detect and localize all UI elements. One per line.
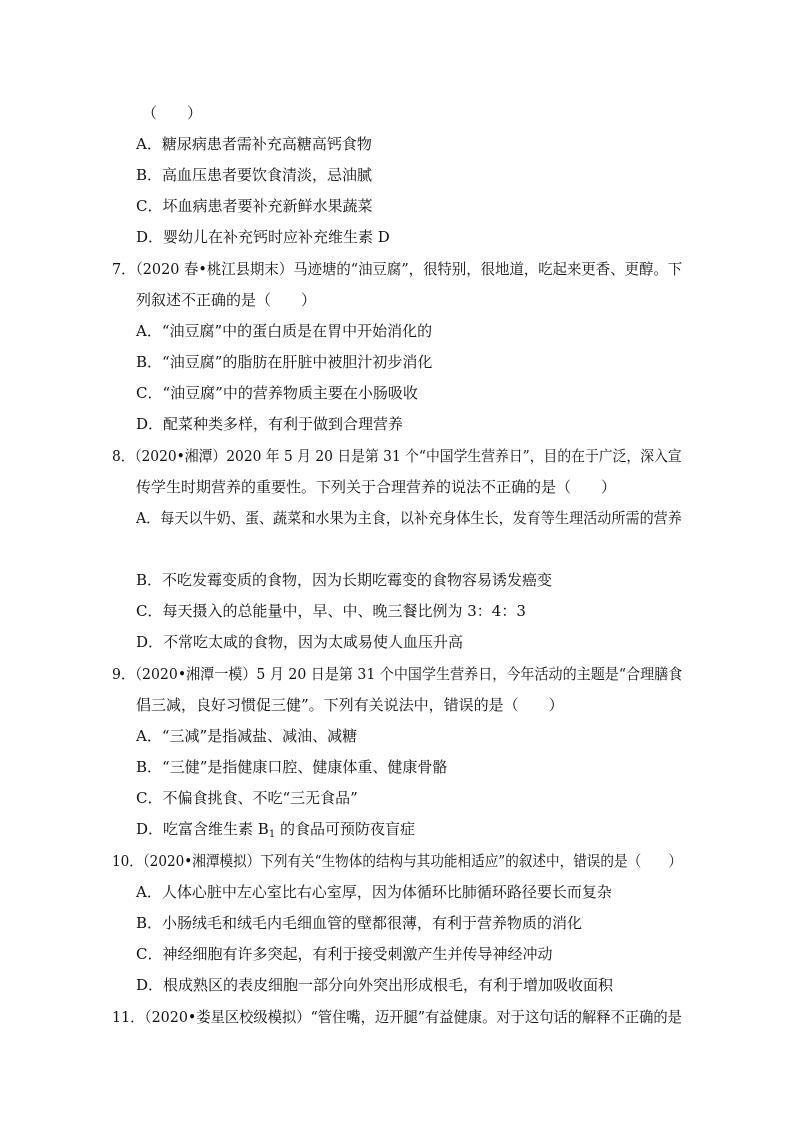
q6-option-a: A．糖尿病患者需补充高糖高钙食物 xyxy=(136,135,372,153)
q8-stem-line2: 传学生时期营养的重要性。下列关于合理营养的说法不正确的是（ ） xyxy=(136,478,617,496)
q8-stem-line1: 8．（2020•湘潭）2020 年 5 月 20 日是第 31 个“中国学生营养日”，目的在于广泛，深入宣 xyxy=(112,447,682,465)
q9-option-c: C．不偏食挑食、不吃“三无食品” xyxy=(136,789,358,807)
q6-option-b: B．高血压患者要饮食清淡，忌油腻 xyxy=(136,166,373,184)
q11-stem-line1: 11．（2020•娄星区校级模拟）“管住嘴，迈开腿”有益健康。对于这句话的解释不正确的是 xyxy=(112,1008,682,1026)
q7-option-c: C．“油豆腐”中的营养物质主要在小肠吸收 xyxy=(136,384,418,402)
q10-option-a: A．人体心脏中左心室比右心室厚，因为体循环比肺循环路径要长而复杂 xyxy=(136,883,612,901)
q6-option-c: C．坏血病患者要补充新鲜水果蔬菜 xyxy=(136,197,373,215)
q10-option-c: C．神经细胞有许多突起，有利于接受刺激产生并传导神经冲动 xyxy=(136,945,553,963)
q8-option-d: D．不常吃太咸的食物，因为太咸易使人血压升高 xyxy=(136,633,464,651)
q8-option-a: A．每天以牛奶、蛋、蔬菜和水果为主食，以补充身体生长，发育等生理活动所需的营养 xyxy=(136,509,682,527)
q9-option-b: B．“三健”是指健康口腔、健康体重、健康骨骼 xyxy=(136,758,448,776)
q10-stem-line1: 10．（2020•湘潭模拟）下列有关“生物体的结构与其功能相适应”的叙述中，错误的是（ ） xyxy=(112,852,682,870)
q9-option-d xyxy=(136,819,415,845)
q7-option-a: A．“油豆腐”中的蛋白质是在胃中开始消化的 xyxy=(136,322,433,340)
q7-option-d: D．配菜种类多样，有利于做到合理营养 xyxy=(136,415,404,433)
q7-stem-line1: 7．（2020 春•桃江县期末）马迹塘的“油豆腐”，很特别，很地道，吃起来更香、更醇。下 xyxy=(112,260,683,278)
q8-option-c: C．每天摄入的总能量中，早、中、晚三餐比例为 3：4：3 xyxy=(136,602,526,620)
q6-answer-paren: （ ） xyxy=(142,104,203,122)
q9-option-d-prefix: D．吃富含维生素 B xyxy=(136,820,269,838)
q9-option-d-subscript: 1 xyxy=(268,829,276,840)
q9-stem-line2: 倡三减，良好习惯促三健”。下列有关说法中，错误的是（ ） xyxy=(136,696,564,714)
q7-stem-line2: 列叙述不正确的是（ ） xyxy=(136,291,317,309)
q6-option-d: D．婴幼儿在补充钙时应补充维生素 D xyxy=(136,228,390,246)
q9-option-d-suffix: 的食品可预防夜盲症 xyxy=(275,820,415,838)
q7-option-b: B．“油豆腐”的脂肪在肝脏中被胆汁初步消化 xyxy=(136,353,433,371)
q9-stem-line1: 9．（2020•湘潭一模）5 月 20 日是第 31 个中国学生营养日，今年活动的主题是“合理膳食 xyxy=(112,665,683,683)
q8-option-b: B．不吃发霉变质的食物，因为长期吃霉变的食物容易诱发癌变 xyxy=(136,571,553,589)
q10-option-b: B．小肠绒毛和绒毛内毛细血管的壁都很薄，有利于营养物质的消化 xyxy=(136,914,583,932)
q10-option-d: D．根成熟区的表皮细胞一部分向外突出形成根毛，有利于增加吸收面积 xyxy=(136,976,614,994)
q9-option-a: A．“三减”是指减盐、减油、减糖 xyxy=(136,727,358,745)
